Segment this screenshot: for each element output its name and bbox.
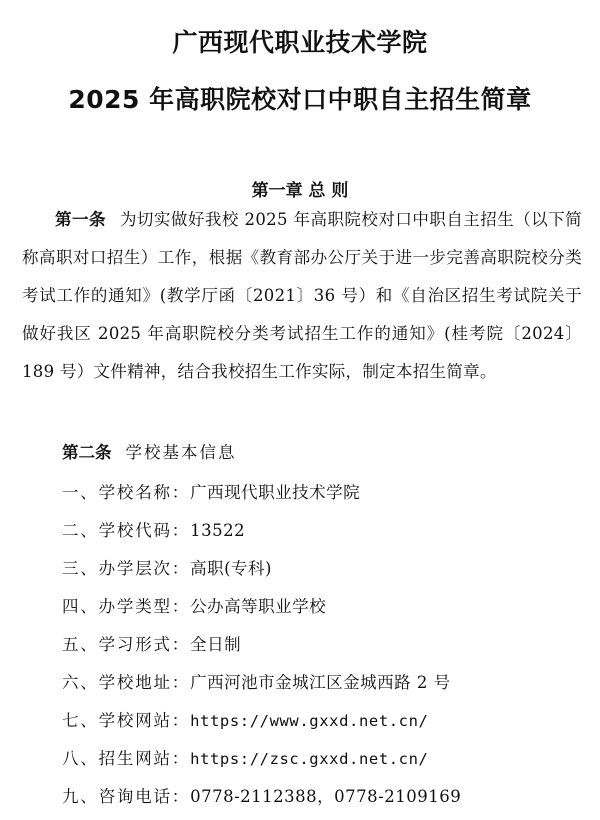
info-item-type xyxy=(62,592,461,630)
info-key: 一、学校名称： xyxy=(62,483,191,502)
info-key: 三、办学层次： xyxy=(62,559,191,578)
school-info-list xyxy=(62,478,461,820)
chapter-heading: 第一章 总 则 xyxy=(251,181,349,201)
info-value: 广西河池市金城江区金城西路 2 号 xyxy=(190,673,451,692)
info-item-study-form xyxy=(62,630,461,668)
article-2-heading xyxy=(62,438,237,468)
document-title-brochure: 2025 年高职院校对口中职自主招生简章 xyxy=(68,85,532,114)
info-key: 五、学习形式： xyxy=(62,635,191,654)
article-1-text: 为切实做好我校 2025 年高职院校对口中职自主招生（以下简称高职对口招生）工作，根据《教育部办公厅关于进一步完善高职院校分类考试工作的通知》(教学厅函〔2021〕36 号）和《自治区招生考试院关于做好我区 2025 年高职院校分类考试招生工作的通知》(桂考院〔2024〕189 号）文件精神，结合我校招生工作实际，制定本招生简章。 xyxy=(22,210,582,381)
info-item-address xyxy=(62,668,461,706)
article-1-label: 第一条 xyxy=(55,210,106,229)
info-item-level xyxy=(62,554,461,592)
document-title-school: 广西现代职业技术学院 xyxy=(172,28,428,57)
info-item-website xyxy=(62,706,461,744)
info-value: 13522 xyxy=(190,521,246,540)
info-key: 六、学校地址： xyxy=(62,673,191,692)
info-item-phone xyxy=(62,782,461,820)
info-value: 高职(专科) xyxy=(190,559,272,578)
info-key: 八、招生网站： xyxy=(62,749,191,768)
info-value: 全日制 xyxy=(190,635,242,654)
info-key: 七、学校网站： xyxy=(62,711,191,730)
admission-website-link[interactable]: https://zsc.gxxd.net.cn/ xyxy=(190,750,429,768)
info-key: 二、学校代码： xyxy=(62,521,191,540)
info-key: 四、办学类型： xyxy=(62,597,191,616)
info-value: 0778-2112388，0778-2109169 xyxy=(190,787,462,806)
article-2-label: 第二条 xyxy=(62,443,112,462)
article-2-title: 学校基本信息 xyxy=(125,443,237,462)
info-item-school-code xyxy=(62,516,461,554)
school-website-link[interactable]: https://www.gxxd.net.cn/ xyxy=(190,712,429,730)
info-value: 公办高等职业学校 xyxy=(190,597,327,616)
article-1-paragraph xyxy=(22,201,582,391)
info-key: 九、咨询电话： xyxy=(62,787,191,806)
info-value: 广西现代职业技术学院 xyxy=(190,483,361,502)
info-item-school-name xyxy=(62,478,461,516)
info-item-admission-website xyxy=(62,744,461,782)
